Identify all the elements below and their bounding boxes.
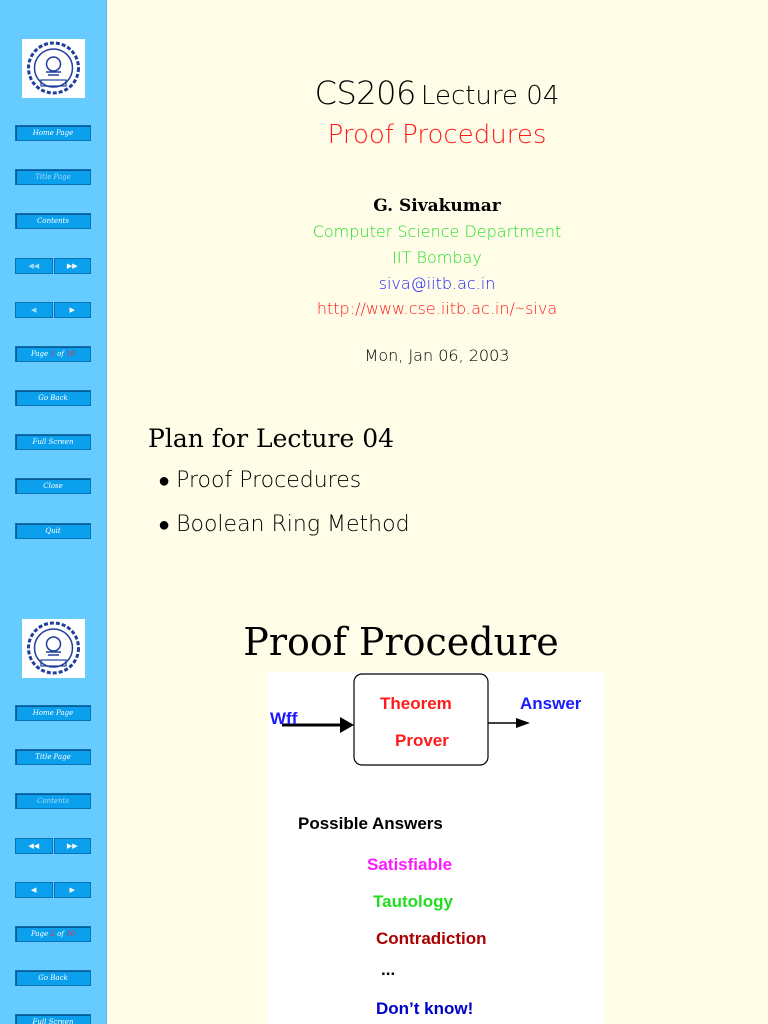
- close-button[interactable]: Close: [15, 478, 91, 494]
- title-page-button[interactable]: Title Page: [15, 749, 91, 765]
- bullet-icon: ●: [158, 468, 171, 492]
- first-last-buttons: [15, 838, 91, 854]
- page-word: Page: [30, 350, 49, 358]
- contents-button[interactable]: Contents: [15, 793, 91, 809]
- box-label-theorem: Theorem: [380, 694, 452, 713]
- course-code: CS206: [314, 74, 416, 112]
- home-page-button[interactable]: Home Page: [15, 125, 91, 141]
- iitb-logo: [22, 619, 85, 678]
- lecture-number: Lecture 04: [420, 81, 560, 111]
- home-page-button[interactable]: Home Page: [15, 705, 91, 721]
- email-link[interactable]: siva@iitb.ac.in: [378, 274, 496, 293]
- nav-sidebar: [0, 0, 107, 580]
- first-last-buttons: [15, 258, 91, 274]
- prev-next-buttons: [15, 882, 91, 898]
- first-page-button[interactable]: ◀◀: [15, 838, 53, 854]
- current-page-number: 1: [50, 350, 55, 358]
- total-pages: 10: [66, 350, 76, 358]
- first-page-button[interactable]: ◀◀: [15, 258, 53, 274]
- plan-item: [158, 468, 361, 493]
- plan-item: [158, 512, 410, 537]
- title-page-button[interactable]: Title Page: [15, 169, 91, 185]
- of-word: of: [57, 930, 64, 938]
- plan-item-text: Boolean Ring Method: [176, 512, 410, 537]
- go-back-button[interactable]: Go Back: [15, 390, 91, 406]
- answer-dont-know: Don’t know!: [376, 999, 474, 1018]
- answer-satisfiable: Satisfiable: [367, 855, 453, 874]
- answer-tautology: Tautology: [373, 892, 453, 911]
- slide-2: [0, 580, 768, 1024]
- homepage-link[interactable]: http://www.cse.iitb.ac.in/∼siva: [316, 299, 558, 318]
- box-label-prover: Prover: [395, 731, 449, 750]
- plan-item-text: Proof Procedures: [176, 468, 362, 493]
- of-word: of: [57, 350, 64, 358]
- lecture-subtitle: Proof Procedures: [327, 120, 547, 150]
- page-indicator[interactable]: [15, 346, 91, 362]
- plan-heading: Plan for Lecture 04: [148, 424, 395, 453]
- prev-page-button[interactable]: ◀: [15, 882, 53, 898]
- quit-button[interactable]: Quit: [15, 523, 91, 539]
- contents-button[interactable]: Contents: [15, 213, 91, 229]
- author-name: G. Sivakumar: [373, 196, 501, 216]
- total-pages: 10: [66, 930, 76, 938]
- answer-contradiction: Contradiction: [376, 929, 487, 948]
- output-label: Answer: [520, 694, 582, 713]
- go-back-button[interactable]: Go Back: [15, 970, 91, 986]
- page-word: Page: [30, 930, 49, 938]
- bullet-icon: ●: [158, 512, 171, 536]
- prev-next-buttons: [15, 302, 91, 318]
- department: Computer Science Department: [312, 222, 562, 241]
- answer-ellipsis: ...: [381, 960, 396, 979]
- page-indicator[interactable]: [15, 926, 91, 942]
- next-page-button[interactable]: ▶: [54, 882, 92, 898]
- input-label: Wff: [270, 709, 298, 728]
- last-page-button[interactable]: ▶▶: [54, 258, 92, 274]
- lecture-date: Mon, Jan 06, 2003: [364, 346, 510, 365]
- institute: IIT Bombay: [392, 248, 482, 267]
- full-screen-button[interactable]: Full Screen: [15, 434, 91, 450]
- iitb-logo: [22, 39, 85, 98]
- last-page-button[interactable]: ▶▶: [54, 838, 92, 854]
- slide-heading: Proof Procedure: [243, 620, 559, 664]
- prev-page-button[interactable]: ◀: [15, 302, 53, 318]
- theorem-prover-diagram: [268, 672, 604, 1024]
- full-screen-button[interactable]: Full Screen: [15, 1014, 91, 1024]
- nav-sidebar: [0, 580, 107, 1024]
- lecture-title: [106, 74, 768, 112]
- current-page-number: 2: [50, 930, 55, 938]
- answers-heading: Possible Answers: [298, 814, 443, 833]
- next-page-button[interactable]: ▶: [54, 302, 92, 318]
